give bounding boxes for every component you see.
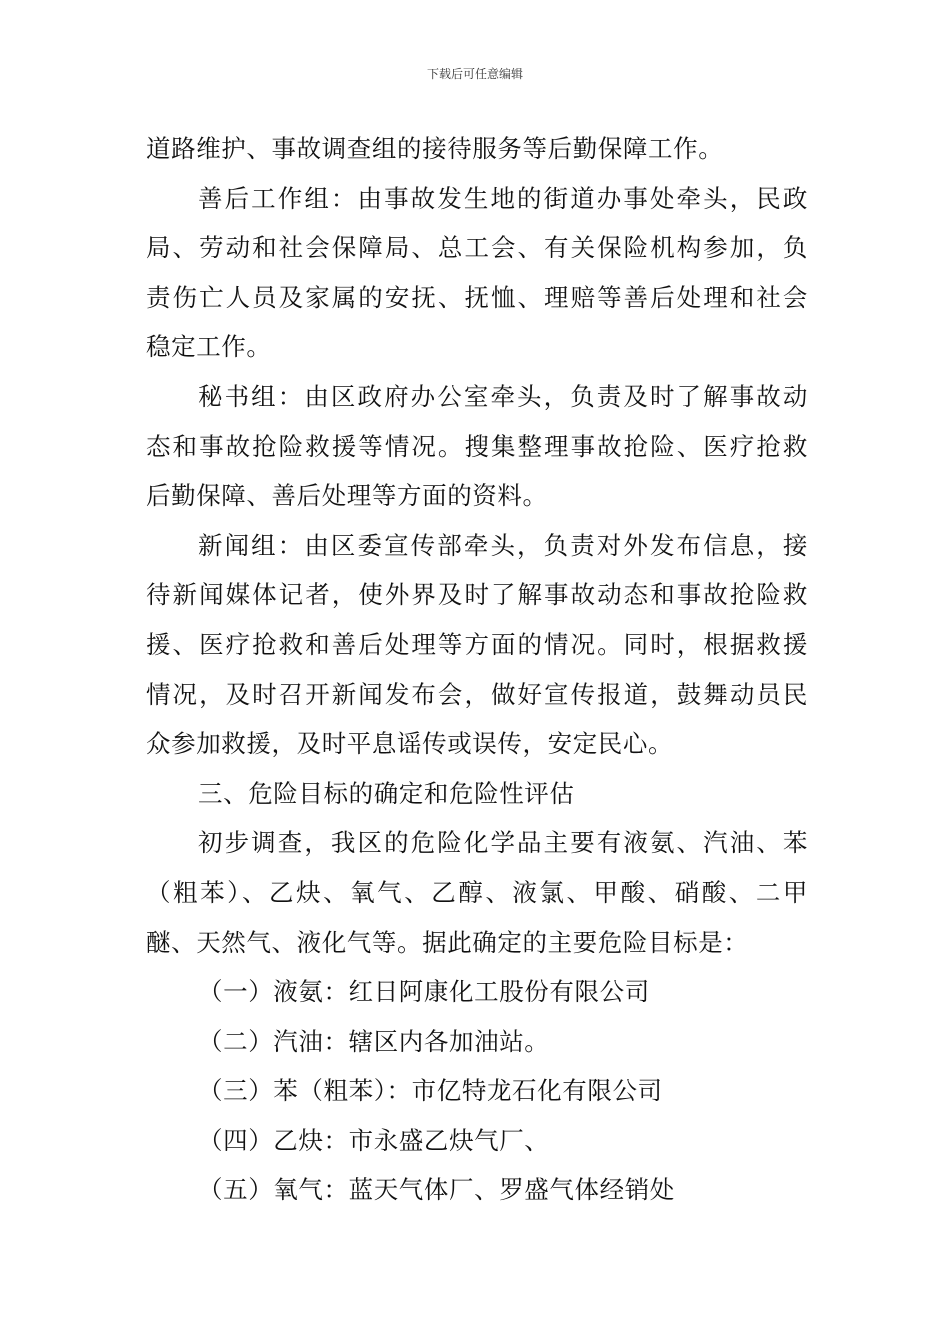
text-line: （三）苯（粗苯）：市亿特龙石化有限公司 [198, 1076, 663, 1106]
document-body [146, 124, 808, 1215]
text-line: 初步调查，我区的危险化学品主要有液氨、汽油、苯 [198, 828, 808, 858]
text-line: 责伤亡人员及家属的安抚、抚恤、理赔等善后处理和社会 [146, 282, 808, 312]
text-line: 待新闻媒体记者，使外界及时了解事故动态和事故抢险救 [146, 580, 808, 610]
text-line: 新闻组：由区委宣传部牵头，负责对外发布信息，接 [198, 530, 808, 560]
text-line: 醚、天然气、液化气等。据此确定的主要危险目标是： [146, 927, 749, 957]
text-line: 局、劳动和社会保障局、总工会、有关保险机构参加，负 [146, 233, 808, 263]
text-line: 道路维护、事故调查组的接待服务等后勤保障工作。 [146, 134, 724, 163]
text-line: 情况，及时召开新闻发布会，做好宣传报道，鼓舞动员民 [146, 679, 808, 709]
text-line: 后勤保障、善后处理等方面的资料。 [146, 481, 548, 511]
text-line: 三、危险目标的确定和危险性评估 [198, 778, 575, 808]
text-line: 众参加救援，及时平息谣传或误传，安定民心。 [146, 729, 674, 759]
text-line: （粗苯）、乙炔、氧气、乙醇、液氯、甲酸、硝酸、二甲 [146, 877, 808, 907]
page-header-note: 下载后可任意编辑 [426, 67, 523, 81]
text-line: 稳定工作。 [146, 332, 272, 362]
text-line: 援、医疗抢救和善后处理等方面的情况。同时，根据救援 [146, 629, 808, 659]
text-line: 态和事故抢险救援等情况。搜集整理事故抢险、医疗抢救 [146, 431, 808, 461]
text-line: （五）氧气：蓝天气体厂、罗盛气体经销处 [198, 1175, 675, 1205]
text-line: （四）乙炔：市永盛乙炔气厂、 [198, 1125, 550, 1155]
text-line: 秘书组：由区政府办公室牵头，负责及时了解事故动 [198, 381, 808, 411]
text-line: （二）汽油：辖区内各加油站。 [198, 1026, 550, 1056]
text-line: （一）液氨：红日阿康化工股份有限公司 [198, 977, 650, 1007]
text-line: 善后工作组：由事故发生地的街道办事处牵头，民政 [198, 183, 808, 213]
